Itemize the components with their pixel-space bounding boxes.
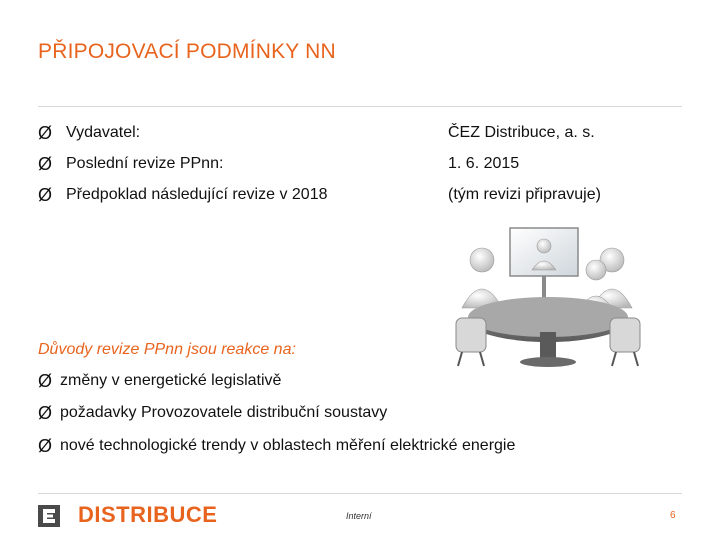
slide-title: PŘIPOJOVACÍ PODMÍNKY NN: [38, 40, 336, 63]
info-row-value: ČEZ Distribuce, a. s.: [448, 124, 595, 141]
reason-text: změny v energetické legislativě: [60, 372, 282, 389]
bullet-arrow-icon: Ø: [38, 436, 53, 456]
info-row-label: Vydavatel:: [66, 124, 141, 141]
bullet-arrow-icon: Ø: [38, 154, 53, 174]
cez-logo-icon: [38, 505, 60, 527]
bullet-arrow-icon: Ø: [38, 403, 53, 423]
info-row-last-revision: [38, 153, 682, 177]
reason-text: požadavky Provozovatele distribuční soustavy: [60, 404, 388, 421]
meeting-table-illustration: [448, 220, 648, 370]
reasons-heading: Důvody revize PPnn jsou reakce na:: [38, 341, 296, 358]
info-row-label: Předpoklad následující revize v 2018: [66, 186, 328, 203]
page-number: 6: [670, 510, 676, 521]
brand-name: DISTRIBUCE: [78, 502, 218, 527]
info-row-next-revision: [38, 184, 682, 208]
footer-divider: [38, 493, 682, 494]
bullet-arrow-icon: Ø: [38, 123, 53, 143]
classification-label: Interní: [346, 511, 372, 521]
reason-text: nové technologické trendy v oblastech měření elektrické energie: [60, 437, 516, 454]
info-row-publisher: [38, 122, 682, 146]
info-row-label: Poslední revize PPnn:: [66, 155, 224, 172]
title-divider: [38, 106, 682, 107]
bullet-arrow-icon: Ø: [38, 371, 53, 391]
info-row-value: 1. 6. 2015: [448, 155, 520, 172]
bullet-arrow-icon: Ø: [38, 185, 53, 205]
info-row-value: (tým revizi připravuje): [448, 186, 601, 203]
